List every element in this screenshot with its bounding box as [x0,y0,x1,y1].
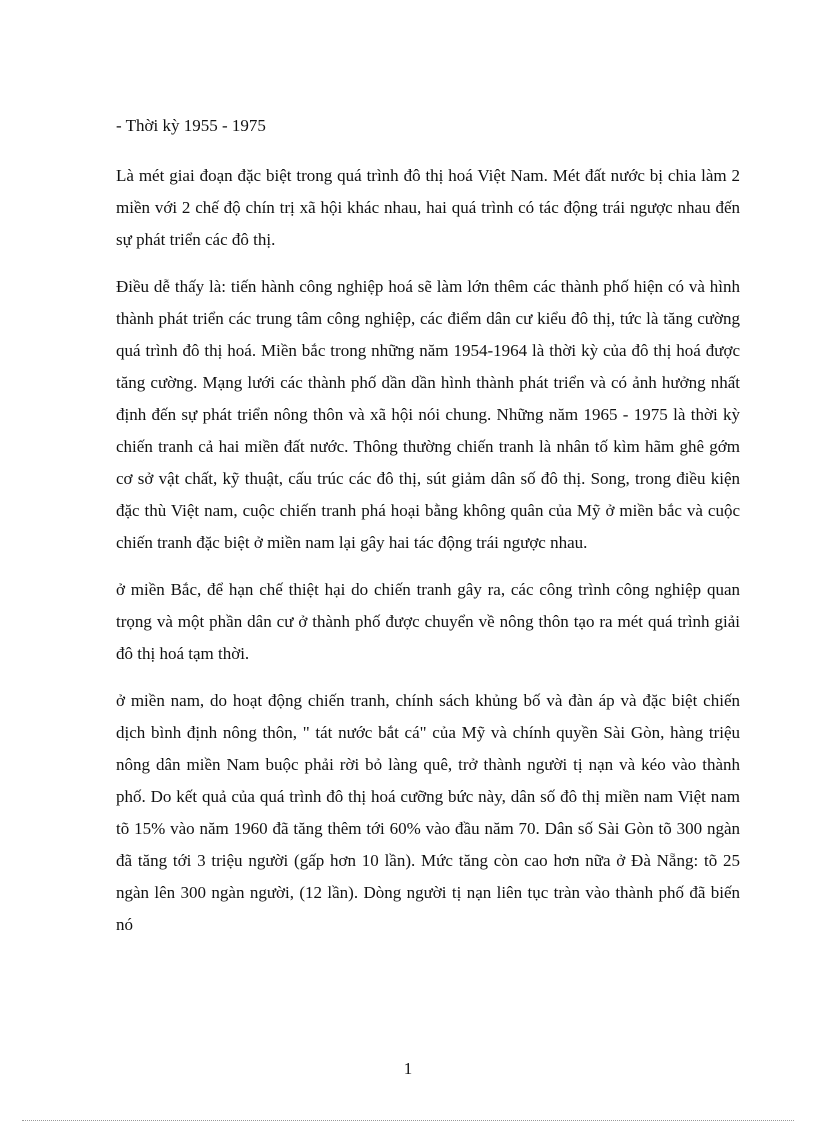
document-body [116,114,740,956]
paragraph-industrialization: Điều dễ thấy là: tiến hành công nghiệp hoá sẽ làm lớn thêm các thành phố hiện có và hình thành phát triển các trung tâm công nghiệp, các điểm dân cư kiểu đô thị, tức là tăng cường quá trình đô thị hoá. Miền bắc trong những năm 1954-1964 là thời kỳ của đô thị hoá được tăng cường. Mạng lưới các thành phố dần dần hình thành phát triển và có ảnh hưởng nhất định đến sự phát triển nông thôn và xã hội nói chung. Những năm 1965 - 1975 là thời kỳ chiến tranh cả hai miền đất nước. Thông thường chiến tranh là nhân tố kìm hãm ghê gớm cơ sở vật chất, kỹ thuật, cấu trúc các đô thị, sút giảm dân số đô thị. Song, trong điều kiện đặc thù Việt nam, cuộc chiến tranh phá hoại bằng không quân của Mỹ ở miền bắc và cuộc chiến tranh đặc biệt ở miền nam lại gây hai tác động trái ngược nhau. [116,277,740,552]
page-bottom-divider [22,1120,794,1121]
paragraph-north: ở miền Bắc, để hạn chế thiệt hại do chiến tranh gây ra, các công trình công nghiệp quan trọng và một phần dân cư ở thành phố được chuyển về nông thôn tạo ra mét quá trình giải đô thị hoá tạm thời. [116,580,740,663]
paragraph-intro: Là mét giai đoạn đặc biệt trong quá trình đô thị hoá Việt Nam. Mét đất nước bị chia làm 2 miền với 2 chế độ chín trị xã hội khác nhau, hai quá trình có tác động trái ngược nhau đến sự phát triển các đô thị. [116,166,740,249]
paragraph-south: ở miền nam, do hoạt động chiến tranh, chính sách khủng bố và đàn áp và đặc biệt chiến dịch bình định nông thôn, " tát nước bắt cá" của Mỹ và chính quyền Sài Gòn, hàng triệu nông dân miền Nam buộc phải rời bỏ làng quê, trở thành người tị nạn và kéo vào thành phố. Do kết quả của quá trình đô thị hoá cưỡng bức này, dân số đô thị miền nam Việt nam tõ 15% vào năm 1960 đã tăng thêm tới 60% vào đầu năm 70. Dân số Sài Gòn tõ 300 ngàn đã tăng tới 3 triệu người (gấp hơn 10 lần). Mức tăng còn cao hơn nữa ở Đà Nẵng: tõ 25 ngàn lên 300 ngàn người, (12 lần). Dòng người tị nạn liên tục tràn vào thành phố đã biến nó [116,691,740,934]
page-number: 1 [403,1059,413,1078]
section-heading: - Thời kỳ 1955 - 1975 [116,116,266,135]
